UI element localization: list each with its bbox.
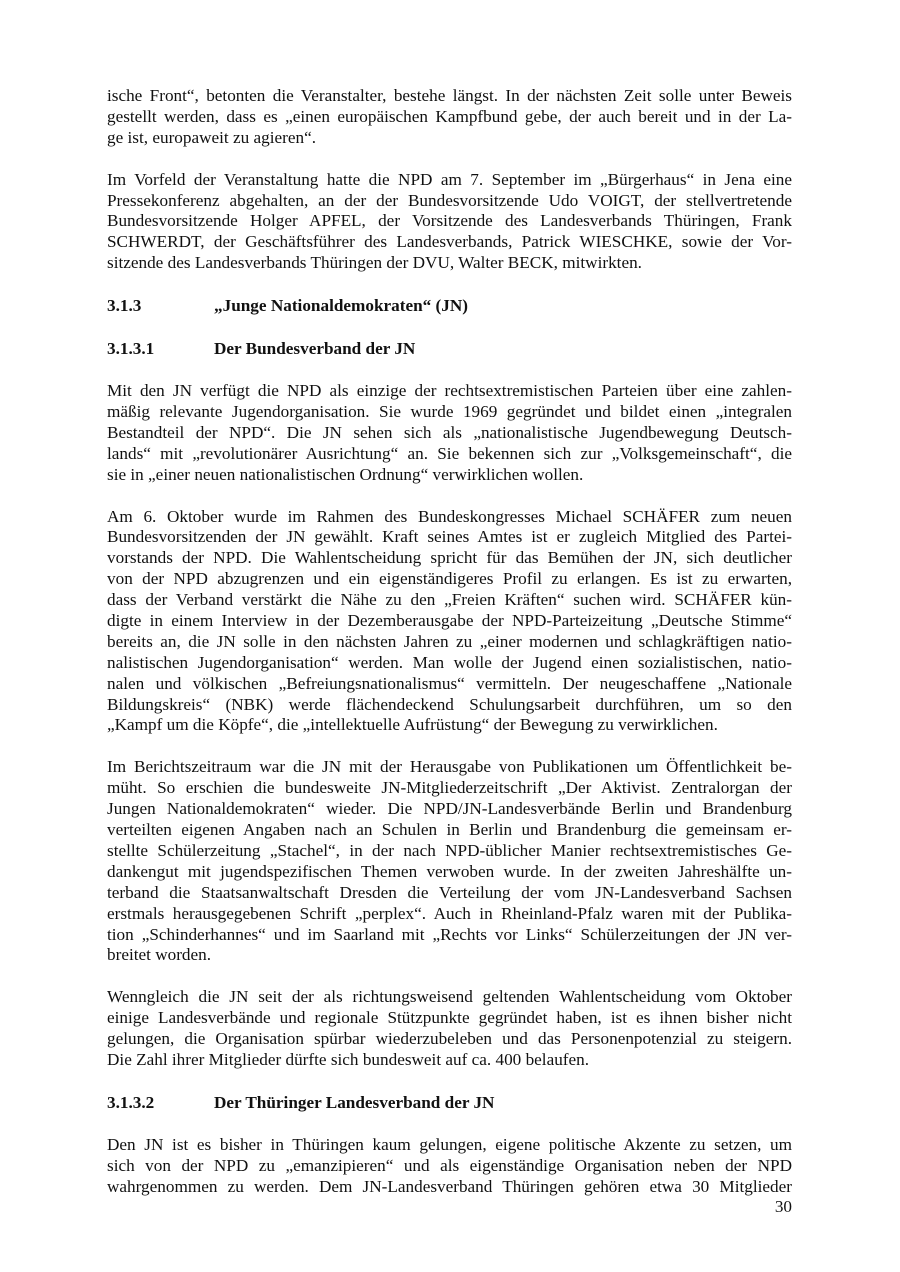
text-line: sitzende des Landesverbands Thüringen der DVU, Walter BECK, mitwirkten. bbox=[107, 253, 642, 273]
text-line: ische Front“, betonten die Veranstalter, bestehe längst. In der nächsten Zeit solle unter Beweis bbox=[107, 86, 792, 105]
text-line: erstmals herausgegebenen Schrift „perplex“. Auch in Rheinland-Pfalz waren mit der Publika- bbox=[107, 903, 792, 923]
text-line: SCHWERDT, der Geschäftsführer des Landesverbands, Patrick WIESCHKE, sowie der Vor- bbox=[107, 232, 792, 252]
section-number: 3.1.3.2 bbox=[107, 1092, 155, 1112]
text-line: wahrgenommen zu werden. Dem JN-Landesverband Thüringen gehören etwa 30 Mitglieder bbox=[107, 1176, 792, 1196]
text-line: stellte Schülerzeitung „Stachel“, in der nach NPD-üblicher Manier rechtsextremistisches Ge- bbox=[107, 840, 792, 860]
text-line: einige Landesverbände und regionale Stützpunkte gegründet haben, ist es ihnen bisher nicht bbox=[107, 1008, 792, 1028]
text-line: ge ist, europaweit zu agieren“. bbox=[107, 127, 317, 147]
section-title: „Junge Nationaldemokraten“ (JN) bbox=[214, 296, 468, 316]
text-line: Bundesvorsitzenden der JN gewählt. Kraft seines Amtes ist er zugleich Mitglied des Partei- bbox=[107, 527, 792, 547]
text-line: digte in einem Interview in der Dezemberausgabe der NPD-Parteizeitung „Deutsche Stimme“ bbox=[107, 611, 792, 631]
text-line: bereits an, die JN solle in den nächsten Jahren zu „einer modernen und schlagkräftigen natio- bbox=[107, 631, 792, 651]
text-line: verteilten eigenen Angaben nach an Schulen in Berlin und Brandenburg die gemeinsam er- bbox=[107, 820, 792, 840]
text-line: lands“ mit „revolutionärer Ausrichtung“ an. Sie bekennen sich zur „Volksgemeinschaft“, die bbox=[107, 443, 792, 463]
text-line: gelungen, die Organisation spürbar wiederzubeleben und das Personenpotenzial zu steigern. bbox=[107, 1029, 792, 1049]
text-line: Wenngleich die JN seit der als richtungsweisend geltenden Wahlentscheidung vom Oktober bbox=[107, 987, 792, 1007]
text-line: sie in „einer neuen nationalistischen Ordnung“ verwirklichen wollen. bbox=[107, 464, 584, 484]
text-line: Bildungskreis“ (NBK) werde flächendeckend Schulungsarbeit durchführen, um so den bbox=[107, 694, 792, 714]
text-line: Am 6. Oktober wurde im Rahmen des Bundeskongresses Michael SCHÄFER zum neuen bbox=[107, 506, 792, 526]
text-line: von der NPD abzugrenzen und ein eigenständigeres Profil zu erlangen. Es ist zu erwarten, bbox=[107, 569, 792, 589]
text-line: Pressekonferenz abgehalten, an der der Bundesvorsitzende Udo VOIGT, der stellvertretende bbox=[107, 190, 792, 210]
text-line: mäßig relevante Jugendorganisation. Sie wurde 1969 gegründet und bildet einen „integralen bbox=[107, 402, 792, 422]
section-heading-3-1-3-1 bbox=[107, 338, 792, 359]
document-page bbox=[107, 86, 792, 1219]
paragraph-3 bbox=[107, 381, 792, 485]
paragraph-1 bbox=[107, 86, 792, 149]
section-title: Der Bundesverband der JN bbox=[214, 339, 416, 359]
text-line: Bundesvorsitzende Holger APFEL, der Vorsitzende des Landesverbands Thüringen, Frank bbox=[107, 211, 792, 231]
text-line: Bestandteil der NPD“. Die JN sehen sich als „nationalistische Jugendbewegung Deutsch- bbox=[107, 422, 792, 442]
text-line: Den JN ist es bisher in Thüringen kaum gelungen, eigene politische Akzente zu setzen, um bbox=[107, 1134, 792, 1154]
text-line: müht. So erschien die bundesweite JN-Mitgliederzeitschrift „Der Aktivist. Zentralorgan der bbox=[107, 778, 792, 798]
section-number: 3.1.3 bbox=[107, 296, 142, 316]
paragraph-7 bbox=[107, 1135, 792, 1198]
section-heading-3-1-3 bbox=[107, 295, 792, 316]
section-number: 3.1.3.1 bbox=[107, 339, 155, 359]
text-line: gestellt werden, dass es „einen europäischen Kampfbund gebe, der auch bereit und in der La- bbox=[107, 106, 792, 126]
text-line: Mit den JN verfügt die NPD als einzige der rechtsextremistischen Parteien über eine zahlen- bbox=[107, 381, 792, 401]
text-line: dass der Verband verstärkt die Nähe zu den „Freien Kräften“ suchen wird. SCHÄFER kün- bbox=[107, 590, 792, 610]
text-line: Jungen Nationaldemokraten“ wieder. Die NPD/JN-Landesverbände Berlin und Brandenburg bbox=[107, 799, 792, 819]
text-line: „Kampf um die Köpfe“, die „intellektuelle Aufrüstung“ der Bewegung zu verwirklichen. bbox=[107, 715, 718, 735]
text-line: vorstands der NPD. Die Wahlentscheidung spricht für das Bemühen der JN, sich deutlicher bbox=[107, 548, 792, 568]
text-line: nalen und völkischen „Befreiungsnationalismus“ vermitteln. Der neugeschaffene „Nationale bbox=[107, 673, 792, 693]
text-line: sich von der NPD zu „emanzipieren“ und als eigenständige Organisation neben der NPD bbox=[107, 1155, 792, 1175]
paragraph-5 bbox=[107, 757, 792, 966]
text-line: tion „Schinderhannes“ und im Saarland mit „Rechts vor Links“ Schülerzeitungen der JN ver- bbox=[107, 924, 792, 944]
text-line: terband die Staatsanwaltschaft Dresden die Verteilung der vom JN-Landesverband Sachsen bbox=[107, 882, 792, 902]
text-line: breitet worden. bbox=[107, 945, 212, 965]
page-number: 30 bbox=[774, 1197, 792, 1216]
section-title: Der Thüringer Landesverband der JN bbox=[214, 1092, 495, 1112]
paragraph-2 bbox=[107, 170, 792, 274]
paragraph-6 bbox=[107, 987, 792, 1071]
text-line: nalistischen Jugendorganisation“ werden. Man wolle der Jugend einen sozialistischen, natio- bbox=[107, 652, 792, 672]
text-line: Die Zahl ihrer Mitglieder dürfte sich bundesweit auf ca. 400 belaufen. bbox=[107, 1049, 590, 1069]
paragraph-4 bbox=[107, 507, 792, 737]
text-line: Im Berichtszeitraum war die JN mit der Herausgabe von Publikationen um Öffentlichkeit be- bbox=[107, 757, 792, 777]
text-line: dankengut mit jugendspezifischen Themen verwoben wurde. In der zweiten Jahreshälfte un- bbox=[107, 861, 792, 881]
section-heading-3-1-3-2 bbox=[107, 1092, 792, 1113]
text-line: Im Vorfeld der Veranstaltung hatte die NPD am 7. September im „Bürgerhaus“ in Jena eine bbox=[107, 169, 792, 189]
